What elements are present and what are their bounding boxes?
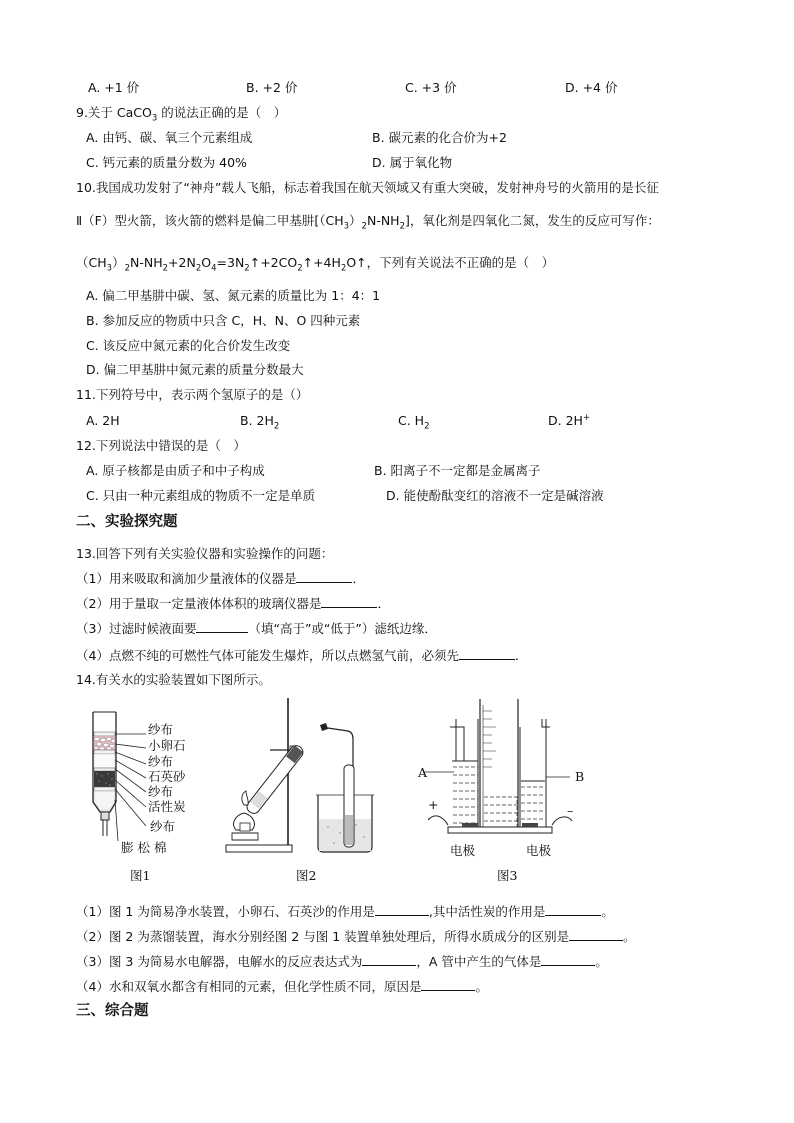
q13-item-2: （2）用于量取一定量液体体积的玻璃仪器是 ． xyxy=(76,596,390,611)
q13-stem: 13.回答下列有关实验仪器和实验操作的问题： xyxy=(76,546,334,561)
q12-option-c: C. 只由一种元素组成的物质不一定是单质 xyxy=(86,488,316,503)
answer-blank[interactable] xyxy=(196,620,248,633)
q11-option-b: B. $2H_2$ xyxy=(240,413,280,432)
figure-3-caption: 图3 xyxy=(497,868,518,883)
q9-option-b: B. 碳元素的化合价为+2 xyxy=(372,130,507,145)
q10-reaction-equation: $(CH_3)_2N-NH_2+2N_2O_4=3N_2↑+2CO_2↑+4H_2O↑$，下列有关说法不正确的是（ ） xyxy=(76,255,555,274)
fig3-label-electrode-right: 电极 xyxy=(526,843,552,858)
q13-item-1: （1）用来吸取和滴加少量液体的仪器是 ． xyxy=(76,571,365,586)
q11-stem: 11.下列符号中，表示两个氢原子的是（） xyxy=(76,387,309,402)
answer-blank[interactable] xyxy=(569,928,623,941)
section-heading-comprehensive: 三、综合题 xyxy=(76,1003,149,1019)
figure-2-caption: 图2 xyxy=(296,868,317,883)
figure-1-caption: 图1 xyxy=(130,868,151,883)
q10-option-d: D. 偏二甲基肼中氮元素的质量分数最大 xyxy=(86,362,304,377)
q8-option-c: C. +3 价 xyxy=(405,80,457,95)
q8-option-a: A. +1 价 xyxy=(88,80,140,95)
q12-option-b: B. 阳离子不一定都是金属离子 xyxy=(374,463,541,478)
answer-blank[interactable] xyxy=(541,953,595,966)
q9-stem: 9.关于 CaCO$_3$ 的说法正确的是（ ） xyxy=(76,105,287,124)
answer-blank[interactable] xyxy=(296,570,352,583)
q8-option-d: D. +4 价 xyxy=(565,80,618,95)
fig3-label-tube-a: A xyxy=(418,765,428,780)
fig1-label-activated-carbon: 活性炭 xyxy=(148,799,186,814)
q11-option-d: D. 2H+ xyxy=(548,412,591,428)
q14-item-3: （3）图 3 为简易水电解器，电解水的反应表达式为 ，A 管中产生的气体是 。 xyxy=(76,954,608,969)
q10-option-a: A. 偏二甲基肼中碳、氢、氮元素的质量比为 1：4：1 xyxy=(86,288,381,303)
answer-blank[interactable] xyxy=(375,903,429,916)
q12-option-d: D. 能使酚酞变红的溶液不一定是碱溶液 xyxy=(386,488,604,503)
q10-option-c: C. 该反应中氮元素的化合价发生改变 xyxy=(86,338,291,353)
answer-blank[interactable] xyxy=(362,953,416,966)
q14-stem: 14.有关水的实验装置如下图所示。 xyxy=(76,672,271,687)
answer-blank[interactable] xyxy=(545,903,601,916)
q13-item-4: （4）点燃不纯的可燃性气体可能发生爆炸，所以点燃氢气前，必须先 ． xyxy=(76,648,528,663)
q14-item-4: （4）水和双氧水都含有相同的元素，但化学性质不同，原因是 。 xyxy=(76,979,488,994)
section-heading-experiment: 二、实验探究题 xyxy=(76,514,178,530)
answer-blank[interactable] xyxy=(459,647,515,660)
q9-option-d: D. 属于氧化物 xyxy=(372,155,453,170)
q11-option-c: C. $H_2$ xyxy=(398,413,430,432)
q9-option-c: C. 钙元素的质量分数为 40% xyxy=(86,155,247,170)
q14-item-1: （1）图 1 为简易净水装置，小卵石、石英沙的作用是 ,其中活性炭的作用是 。 xyxy=(76,904,614,919)
fig1-label-gauze-4: 纱布 xyxy=(150,819,176,834)
fig3-label-negative: – xyxy=(567,803,574,818)
q14-item-2: （2）图 2 为蒸馏装置，海水分别经图 2 与图 1 装置单独处理后，所得水质成分的区别是 。 xyxy=(76,929,636,944)
fig1-label-pebbles: 小卵石 xyxy=(148,738,186,753)
fig1-label-cotton: 膨 松 棉 xyxy=(121,840,167,855)
q10-stem-line2: Ⅱ（F）型火箭，该火箭的燃料是偏二甲基肼$[(CH_3)_2N-NH_2]$，氧化剂是四氧化二氮，发生的反应可写作： xyxy=(76,213,660,232)
answer-blank[interactable] xyxy=(321,595,377,608)
fig3-label-electrode-left: 电极 xyxy=(450,843,476,858)
q11-option-a: A. 2H xyxy=(86,413,120,428)
q10-stem-line1: 10.我国成功发射了“神舟”载人飞船，标志着我国在航天领域又有重大突破，发射神舟号的火箭用的是长征 xyxy=(76,180,659,195)
q12-stem: 12.下列说法中错误的是（ ） xyxy=(76,438,246,453)
q10-option-b: B. 参加反应的物质中只含 C，H、N、O 四种元素 xyxy=(86,313,361,328)
q8-option-b: B. +2 价 xyxy=(246,80,298,95)
q13-item-3: （3）过滤时候液面要 （填“高于”或“低于”）滤纸边缘． xyxy=(76,621,437,636)
q12-option-a: A. 原子核都是由质子和中子构成 xyxy=(86,463,265,478)
fig1-label-gauze-1: 纱布 xyxy=(148,722,174,737)
fig3-label-positive: + xyxy=(428,797,439,812)
q9-option-a: A. 由钙、碳、氧三个元素组成 xyxy=(86,130,253,145)
fig1-label-quartz-sand: 石英砂 xyxy=(148,769,186,784)
fig1-label-gauze-2: 纱布 xyxy=(148,754,174,769)
figure-2-distillation xyxy=(222,695,382,860)
fig1-label-gauze-3: 纱布 xyxy=(148,784,174,799)
fig3-label-tube-b: B xyxy=(575,769,585,784)
figure-3-electrolysis xyxy=(420,697,600,842)
answer-blank[interactable] xyxy=(421,978,475,991)
